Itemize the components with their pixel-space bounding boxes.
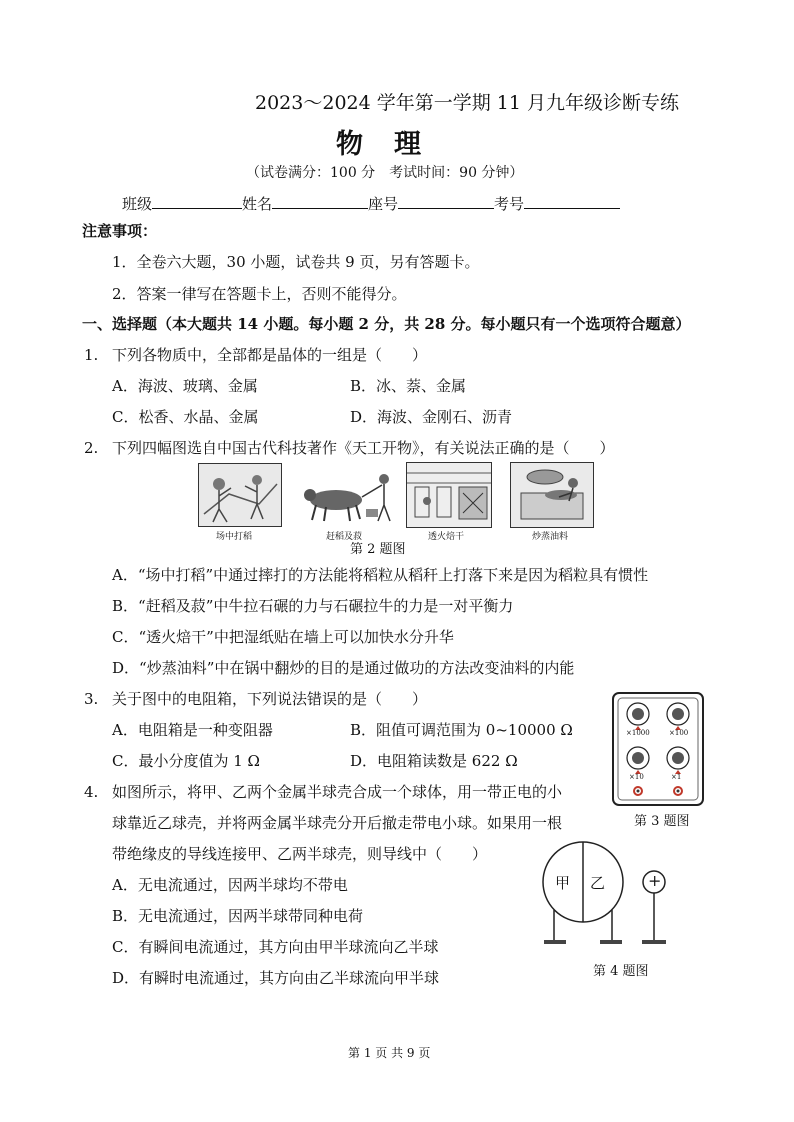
- exam-title: 2023～2024 学年第一学期 11 月九年级诊断专练: [255, 92, 680, 114]
- figure-ox-roller-image: [296, 465, 396, 525]
- option-a: A．海波、玻璃、金属: [112, 377, 258, 395]
- dial-label: ×10: [629, 773, 644, 781]
- option-b: B．无电流通过，因两半球带同种电荷: [112, 907, 364, 925]
- question-stem-line: 如图所示，将甲、乙两个金属半球壳合成一个球体，用一带正电的小: [112, 783, 563, 801]
- field-class-blank[interactable]: [152, 193, 242, 209]
- field-seat-label: 座号: [368, 195, 399, 213]
- option-b: B．阻值可调范围为 0~10000 Ω: [350, 721, 573, 739]
- option-c: C．松香、水晶、金属: [112, 408, 259, 426]
- sphere-label-jia: 甲: [555, 874, 571, 892]
- option-c: C．有瞬间电流通过，其方向由甲半球流向乙半球: [112, 938, 439, 956]
- option-c: C．最小分度值为 1 Ω: [112, 752, 260, 770]
- question-stem: 下列四幅图选自中国古代科技著作《天工开物》，有关说法正确的是（ ）: [112, 439, 615, 457]
- option-c: C．“透火焙干”中把湿纸贴在墙上可以加快水分升华: [112, 628, 454, 646]
- dial-label: ×1: [671, 773, 682, 781]
- spheres-figure: [540, 838, 676, 950]
- option-d: D．电阻箱读数是 622 Ω: [350, 752, 518, 770]
- field-exam-no-label: 考号: [494, 195, 525, 213]
- figure-label: 炒蒸油料: [532, 532, 569, 542]
- option-b: B．冰、萘、金属: [350, 377, 467, 395]
- question-number: 3.: [84, 690, 99, 708]
- page-footer: 第 1 页 共 9 页: [348, 1046, 431, 1060]
- option-a: A．电阻箱是一种变阻器: [112, 721, 273, 739]
- option-d: D．有瞬时电流通过，其方向由乙半球流向甲半球: [112, 969, 440, 987]
- figure-caption: 第 4 题图: [593, 964, 649, 979]
- resistance-box-figure: [612, 692, 704, 806]
- field-class-label: 班级: [122, 195, 153, 213]
- field-name-label: 姓名: [242, 195, 273, 213]
- option-a: A．“场中打稻”中通过摔打的方法能将稻粒从稻秆上打落下来是因为稻粒具有惯性: [112, 566, 649, 584]
- notice-heading: 注意事项：: [82, 222, 158, 240]
- notice-item: 2．答案一律写在答题卡上，否则不能得分。: [112, 285, 407, 303]
- figure-caption: 第 2 题图: [350, 542, 406, 557]
- subject-title: 物 理: [336, 129, 423, 160]
- field-name-blank[interactable]: [272, 193, 368, 209]
- positive-charge-icon: +: [648, 871, 662, 890]
- figure-threshing-image: [198, 463, 282, 527]
- figure-label: 赶稻及菽: [326, 532, 363, 542]
- question-stem-line: 带绝缘皮的导线连接甲、乙两半球壳，则导线中（ ）: [112, 845, 488, 863]
- question-stem: 关于图中的电阻箱，下列说法错误的是（ ）: [112, 690, 428, 708]
- question-stem: 下列各物质中，全部都是晶体的一组是（ ）: [112, 346, 428, 364]
- figure-frying-image: [510, 462, 594, 528]
- field-exam-no-blank[interactable]: [524, 193, 620, 209]
- figure-wall-drying-image: [406, 462, 492, 528]
- dial-label: ×1000: [626, 729, 650, 737]
- option-a: A．无电流通过，因两半球均不带电: [112, 876, 348, 894]
- option-d: D．“炒蒸油料”中在锅中翻炒的目的是通过做功的方法改变油料的内能: [112, 659, 575, 677]
- question-number: 2.: [84, 439, 99, 457]
- figure-label: 场中打稻: [216, 532, 253, 542]
- question-number: 1.: [84, 346, 99, 364]
- question-stem-line: 球靠近乙球壳，并将两金属半球壳分开后撤走带电小球。如果用一根: [112, 814, 563, 832]
- exam-info: （试卷满分：100 分 考试时间：90 分钟）: [246, 165, 524, 181]
- notice-item: 1．全卷六大题，30 小题，试卷共 9 页，另有答题卡。: [112, 253, 480, 271]
- section-heading: 一、选择题（本大题共 14 小题。每小题 2 分，共 28 分。每小题只有一个选项符合题意）: [82, 315, 691, 333]
- question-number: 4.: [84, 783, 99, 801]
- sphere-label-yi: 乙: [590, 874, 606, 892]
- option-d: D．海波、金刚石、沥青: [350, 408, 513, 426]
- option-b: B．“赶稻及菽”中牛拉石碾的力与石碾拉牛的力是一对平衡力: [112, 597, 514, 615]
- field-seat-blank[interactable]: [398, 193, 494, 209]
- figure-caption: 第 3 题图: [634, 814, 690, 829]
- dial-label: ×100: [669, 729, 689, 737]
- figure-label: 透火焙干: [428, 532, 465, 542]
- student-fields: [122, 193, 620, 214]
